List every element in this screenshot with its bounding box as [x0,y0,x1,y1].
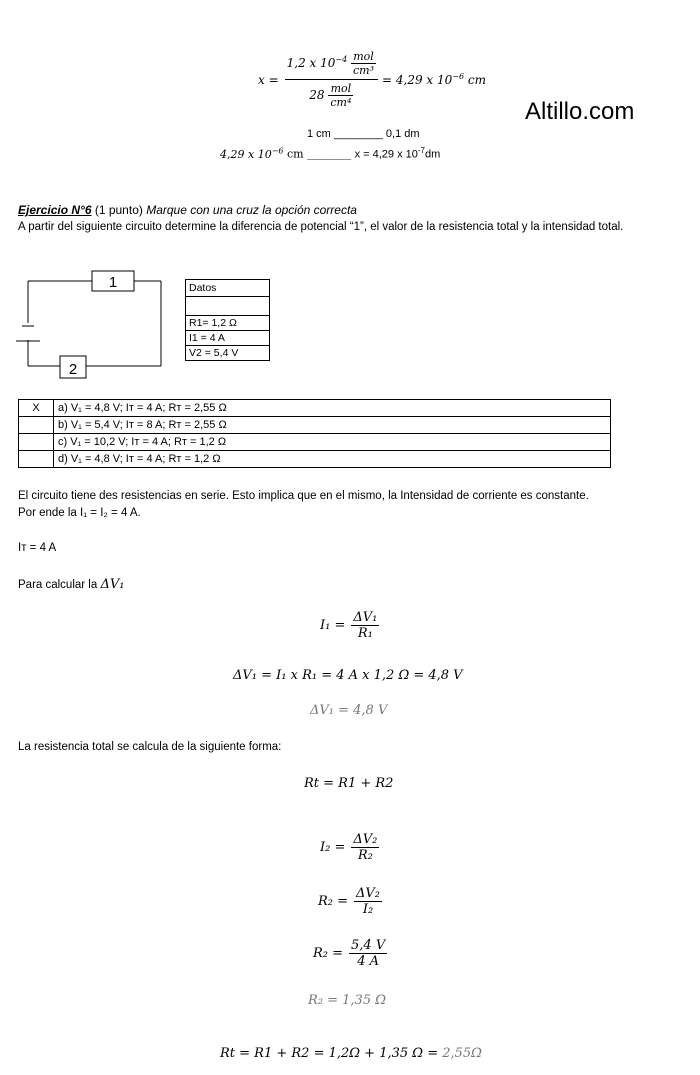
explanation-calc [18,577,124,593]
den-unit-bot: cm⁴ [330,96,352,109]
conversion-row-1: 1 cm ________ 0,1 dm [307,128,420,140]
option-row[interactable] [19,400,611,417]
option-row[interactable] [19,417,611,434]
conv-mid: cm ________ [283,147,355,161]
i1-lhs: I₁ = [320,618,346,633]
r2-lhs: R₂ = [318,894,349,909]
num-coef: 1,2 x 10 [286,56,336,70]
option-row[interactable] [19,434,611,451]
formula-dv1: ΔV₁ = I₁ x R₁ = 4 A x 1,2 Ω = 4,8 V [233,668,463,683]
den-unit-top: mol [328,82,353,96]
conv-right: x = 4,29 x 10 [354,148,418,161]
formula-fraction [285,50,378,109]
r2-num: ΔV₂ [356,886,381,901]
datos-empty-row [186,297,270,316]
conv-right-exp: -7 [417,146,425,155]
formula-r2-result: R₂ = 1,35 Ω [308,993,387,1008]
formula-rt: Rt = R1 + R2 [304,776,394,791]
r2b-num: 5,4 V [351,938,386,953]
datos-row: I1 = 4 A [186,331,270,346]
r2b-den: 4 A [357,954,380,969]
formula-dv1-result: ΔV₁ = 4,8 V [310,703,388,718]
conversion-row-2 [220,146,440,161]
exercise-title [18,202,357,218]
resistor-2-label: 2 [68,361,78,378]
r2b-lhs: R₂ = [313,946,344,961]
result-unit: cm [464,73,487,87]
explanation-p1: El circuito tiene des resistencias en serie. Esto implica que en el mismo, la Intensidad de corriente es constante. [18,490,589,502]
exercise-statement: A partir del siguiente circuito determine la diferencia de potencial “1”, el valor de la resistencia total y la intensidad total. [18,221,624,233]
formula-lhs: x = [258,72,279,87]
formula-rt-final [220,1046,482,1061]
i1-num: ΔV₁ [353,610,378,625]
option-text: b) V₁ = 5,4 V; Iᴛ = 8 A; Rᴛ = 2,55 Ω [54,417,611,434]
i2-lhs: I₂ = [320,840,346,855]
formula-r2-values [313,938,387,969]
explanation-p2: Por ende la I₁ = I₂ = 4 A. [18,507,141,519]
num-unit-top: mol [351,50,376,64]
datos-row: V2 = 5,4 V [186,346,270,361]
option-row[interactable] [19,451,611,468]
r2-den: I₂ [362,902,374,917]
datos-row: R1= 1,2 Ω [186,316,270,331]
conv-right-unit: dm [425,148,441,161]
datos-table [185,279,270,361]
option-mark[interactable] [19,434,54,451]
top-formula [258,50,486,109]
calc-label: Para calcular la [18,579,101,591]
option-text: d) V₁ = 4,8 V; Iᴛ = 4 A; Rᴛ = 1,2 Ω [54,451,611,468]
exercise-number: Ejercicio N°6 [18,203,92,217]
exercise-instruction: Marque con una cruz la opción correcta [146,203,357,217]
option-text: a) V₁ = 4,8 V; Iᴛ = 4 A; Rᴛ = 2,55 Ω [54,400,611,417]
option-mark[interactable] [19,451,54,468]
formula-i1 [320,610,379,641]
i2-num: ΔV₂ [353,832,378,847]
formula-r2 [318,886,382,917]
rt-label: La resistencia total se calcula de la siguiente forma: [18,741,282,753]
explanation-it: Iᴛ = 4 A [18,542,57,554]
circuit-diagram [12,268,187,383]
watermark: Altillo.com [525,98,635,125]
option-mark[interactable] [19,417,54,434]
exercise-points: (1 punto) [91,203,147,217]
conv-left-exp: −6 [271,146,284,155]
result-exp: −6 [452,72,465,81]
option-text: c) V₁ = 10,2 V; Iᴛ = 4 A; Rᴛ = 1,2 Ω [54,434,611,451]
datos-header: Datos [186,280,270,297]
formula-i2 [320,832,379,863]
options-table [18,399,611,468]
option-mark[interactable]: X [19,400,54,417]
conv-left: 4,29 x 10 [220,147,272,161]
i1-den: R₁ [357,626,373,641]
num-exp: −4 [335,55,348,64]
rt-final-main: Rt = R1 + R2 = 1,2Ω + 1,35 Ω = [220,1046,443,1061]
resistor-1-label: 1 [108,274,118,291]
den-coef: 28 [309,88,325,102]
formula-result: = 4,29 x 10 [382,73,453,87]
i2-den: R₂ [357,848,373,863]
num-unit-bot: cm³ [353,64,375,77]
calc-symbol: ΔV₁ [100,577,125,592]
rt-final-result: 2,55Ω [442,1046,482,1061]
